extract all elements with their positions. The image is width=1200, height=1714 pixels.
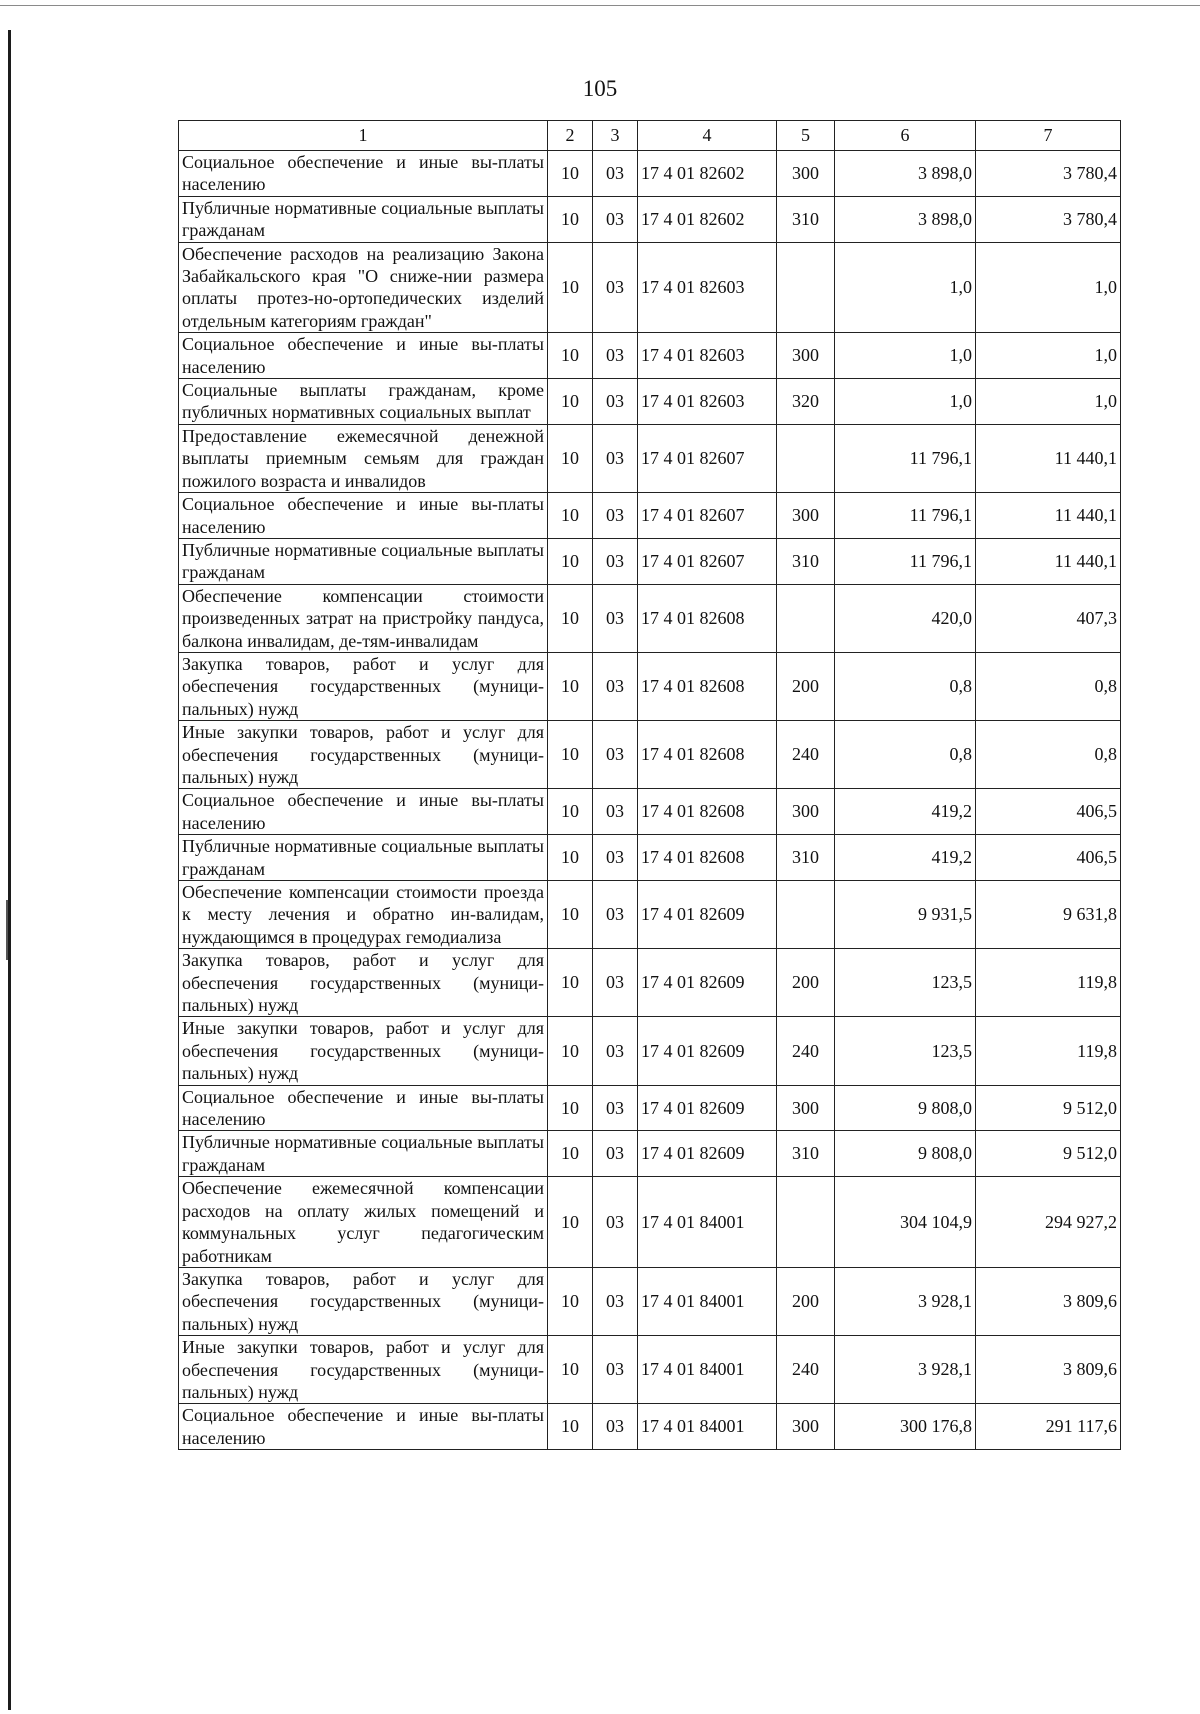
amount-col-6: 1,0 <box>835 333 976 379</box>
subsection-code: 03 <box>593 1404 638 1450</box>
table-row <box>179 1336 1121 1404</box>
section-code: 10 <box>548 196 593 242</box>
section-code: 10 <box>548 584 593 652</box>
target-article-code: 17 4 01 82607 <box>638 424 777 492</box>
row-description: Закупка товаров, работ и услуг для обеспечения государственных (муници-пальных) нужд <box>179 652 548 720</box>
amount-col-7: 3 780,4 <box>976 196 1121 242</box>
table-row <box>179 1267 1121 1335</box>
amount-col-6: 1,0 <box>835 242 976 333</box>
table-header-row <box>179 121 1121 151</box>
table-row <box>179 881 1121 949</box>
row-description: Социальное обеспечение и иные вы-платы населению <box>179 789 548 835</box>
budget-table <box>178 120 1121 1450</box>
amount-col-7: 9 512,0 <box>976 1131 1121 1177</box>
subsection-code: 03 <box>593 1131 638 1177</box>
row-description: Публичные нормативные социальные выплаты гражданам <box>179 196 548 242</box>
target-article-code: 17 4 01 82607 <box>638 493 777 539</box>
section-code: 10 <box>548 242 593 333</box>
amount-col-6: 300 176,8 <box>835 1404 976 1450</box>
expense-type-code <box>777 584 835 652</box>
expense-type-code: 240 <box>777 721 835 789</box>
section-code: 10 <box>548 1404 593 1450</box>
column-header: 7 <box>976 121 1121 151</box>
amount-col-7: 119,8 <box>976 1017 1121 1085</box>
column-header: 4 <box>638 121 777 151</box>
amount-col-7: 1,0 <box>976 379 1121 425</box>
table-row <box>179 333 1121 379</box>
row-description: Иные закупки товаров, работ и услуг для обеспечения государственных (муници-пальных) нужд <box>179 1336 548 1404</box>
amount-col-6: 11 796,1 <box>835 493 976 539</box>
section-code: 10 <box>548 1336 593 1404</box>
target-article-code: 17 4 01 82603 <box>638 242 777 333</box>
section-code: 10 <box>548 721 593 789</box>
row-description: Закупка товаров, работ и услуг для обеспечения государственных (муници-пальных) нужд <box>179 949 548 1017</box>
section-code: 10 <box>548 1267 593 1335</box>
row-description: Социальное обеспечение и иные вы-платы населению <box>179 151 548 197</box>
expense-type-code <box>777 1177 835 1268</box>
section-code: 10 <box>548 1131 593 1177</box>
row-description: Публичные нормативные социальные выплаты гражданам <box>179 835 548 881</box>
section-code: 10 <box>548 652 593 720</box>
expense-type-code <box>777 881 835 949</box>
amount-col-7: 407,3 <box>976 584 1121 652</box>
subsection-code: 03 <box>593 652 638 720</box>
subsection-code: 03 <box>593 881 638 949</box>
subsection-code: 03 <box>593 1017 638 1085</box>
expense-type-code <box>777 424 835 492</box>
amount-col-7: 0,8 <box>976 721 1121 789</box>
section-code: 10 <box>548 379 593 425</box>
subsection-code: 03 <box>593 538 638 584</box>
section-code: 10 <box>548 538 593 584</box>
row-description: Социальное обеспечение и иные вы-платы населению <box>179 1085 548 1131</box>
amount-col-6: 123,5 <box>835 949 976 1017</box>
section-code: 10 <box>548 1017 593 1085</box>
amount-col-7: 406,5 <box>976 835 1121 881</box>
expense-type-code: 300 <box>777 1085 835 1131</box>
amount-col-6: 11 796,1 <box>835 538 976 584</box>
row-description: Социальные выплаты гражданам, кроме публичных нормативных социальных выплат <box>179 379 548 425</box>
expense-type-code: 300 <box>777 333 835 379</box>
table-row <box>179 379 1121 425</box>
row-description: Публичные нормативные социальные выплаты гражданам <box>179 1131 548 1177</box>
target-article-code: 17 4 01 82607 <box>638 538 777 584</box>
subsection-code: 03 <box>593 1267 638 1335</box>
target-article-code: 17 4 01 82608 <box>638 652 777 720</box>
target-article-code: 17 4 01 82609 <box>638 1131 777 1177</box>
amount-col-6: 3 898,0 <box>835 196 976 242</box>
expense-type-code: 310 <box>777 835 835 881</box>
row-description: Иные закупки товаров, работ и услуг для обеспечения государственных (муници-пальных) нужд <box>179 721 548 789</box>
subsection-code: 03 <box>593 379 638 425</box>
amount-col-6: 0,8 <box>835 721 976 789</box>
table-row <box>179 1131 1121 1177</box>
subsection-code: 03 <box>593 835 638 881</box>
row-description: Обеспечение ежемесячной компенсации расходов на оплату жилых помещений и коммунальных услуг педагогическим работникам <box>179 1177 548 1268</box>
amount-col-6: 9 808,0 <box>835 1085 976 1131</box>
amount-col-7: 3 809,6 <box>976 1267 1121 1335</box>
expense-type-code: 300 <box>777 151 835 197</box>
target-article-code: 17 4 01 82608 <box>638 835 777 881</box>
table-row <box>179 721 1121 789</box>
row-description: Обеспечение компенсации стоимости проезда к месту лечения и обратно ин-валидам, нуждающимся в процедурах гемодиализа <box>179 881 548 949</box>
amount-col-6: 3 898,0 <box>835 151 976 197</box>
table-row <box>179 584 1121 652</box>
subsection-code: 03 <box>593 151 638 197</box>
amount-col-7: 0,8 <box>976 652 1121 720</box>
column-header: 5 <box>777 121 835 151</box>
subsection-code: 03 <box>593 789 638 835</box>
amount-col-6: 420,0 <box>835 584 976 652</box>
target-article-code: 17 4 01 82603 <box>638 333 777 379</box>
expense-type-code: 310 <box>777 1131 835 1177</box>
amount-col-7: 11 440,1 <box>976 538 1121 584</box>
expense-type-code: 200 <box>777 1267 835 1335</box>
expense-type-code: 200 <box>777 652 835 720</box>
section-code: 10 <box>548 333 593 379</box>
amount-col-6: 419,2 <box>835 835 976 881</box>
expense-type-code: 310 <box>777 538 835 584</box>
column-header: 6 <box>835 121 976 151</box>
table-row <box>179 1085 1121 1131</box>
target-article-code: 17 4 01 84001 <box>638 1404 777 1450</box>
expense-type-code: 200 <box>777 949 835 1017</box>
expense-type-code: 320 <box>777 379 835 425</box>
table-row <box>179 493 1121 539</box>
target-article-code: 17 4 01 82609 <box>638 1017 777 1085</box>
row-description: Социальное обеспечение и иные вы-платы населению <box>179 493 548 539</box>
amount-col-6: 9 808,0 <box>835 1131 976 1177</box>
section-code: 10 <box>548 1177 593 1268</box>
table-row <box>179 538 1121 584</box>
subsection-code: 03 <box>593 721 638 789</box>
section-code: 10 <box>548 151 593 197</box>
table-row <box>179 151 1121 197</box>
expense-type-code: 310 <box>777 196 835 242</box>
row-description: Обеспечение расходов на реализацию Закона Забайкальского края "О сниже-нии размера оплаты протез-но-ортопедических изделий отдельным категориям граждан" <box>179 242 548 333</box>
amount-col-7: 291 117,6 <box>976 1404 1121 1450</box>
amount-col-6: 123,5 <box>835 1017 976 1085</box>
subsection-code: 03 <box>593 584 638 652</box>
section-code: 10 <box>548 493 593 539</box>
subsection-code: 03 <box>593 196 638 242</box>
amount-col-7: 119,8 <box>976 949 1121 1017</box>
target-article-code: 17 4 01 82609 <box>638 1085 777 1131</box>
subsection-code: 03 <box>593 493 638 539</box>
amount-col-7: 9 631,8 <box>976 881 1121 949</box>
target-article-code: 17 4 01 82608 <box>638 584 777 652</box>
target-article-code: 17 4 01 82608 <box>638 721 777 789</box>
amount-col-7: 1,0 <box>976 242 1121 333</box>
scan-edge-left <box>8 30 11 1710</box>
expense-type-code <box>777 242 835 333</box>
amount-col-7: 11 440,1 <box>976 424 1121 492</box>
table-row <box>179 652 1121 720</box>
target-article-code: 17 4 01 82602 <box>638 196 777 242</box>
section-code: 10 <box>548 949 593 1017</box>
target-article-code: 17 4 01 82602 <box>638 151 777 197</box>
target-article-code: 17 4 01 84001 <box>638 1177 777 1268</box>
subsection-code: 03 <box>593 1336 638 1404</box>
row-description: Публичные нормативные социальные выплаты гражданам <box>179 538 548 584</box>
column-header: 3 <box>593 121 638 151</box>
expense-type-code: 300 <box>777 789 835 835</box>
amount-col-7: 9 512,0 <box>976 1085 1121 1131</box>
amount-col-7: 406,5 <box>976 789 1121 835</box>
table-row <box>179 789 1121 835</box>
amount-col-6: 304 104,9 <box>835 1177 976 1268</box>
target-article-code: 17 4 01 84001 <box>638 1267 777 1335</box>
column-header: 2 <box>548 121 593 151</box>
section-code: 10 <box>548 1085 593 1131</box>
row-description: Предоставление ежемесячной денежной выплаты приемным семьям для граждан пожилого возраста и инвалидов <box>179 424 548 492</box>
row-description: Социальное обеспечение и иные вы-платы населению <box>179 333 548 379</box>
subsection-code: 03 <box>593 949 638 1017</box>
column-header: 1 <box>179 121 548 151</box>
target-article-code: 17 4 01 82609 <box>638 881 777 949</box>
scan-mark <box>6 900 8 960</box>
section-code: 10 <box>548 789 593 835</box>
subsection-code: 03 <box>593 1177 638 1268</box>
table-row <box>179 1017 1121 1085</box>
table-row <box>179 949 1121 1017</box>
target-article-code: 17 4 01 82609 <box>638 949 777 1017</box>
expense-type-code: 300 <box>777 493 835 539</box>
subsection-code: 03 <box>593 1085 638 1131</box>
table-row <box>179 835 1121 881</box>
table-row <box>179 1404 1121 1450</box>
amount-col-6: 0,8 <box>835 652 976 720</box>
table-row <box>179 424 1121 492</box>
amount-col-6: 419,2 <box>835 789 976 835</box>
table-row <box>179 196 1121 242</box>
page-number: 105 <box>582 76 618 101</box>
row-description: Обеспечение компенсации стоимости произведенных затрат на пристройку пандуса, балкона инвалидам, де-тям-инвалидам <box>179 584 548 652</box>
row-description: Закупка товаров, работ и услуг для обеспечения государственных (муници-пальных) нужд <box>179 1267 548 1335</box>
target-article-code: 17 4 01 84001 <box>638 1336 777 1404</box>
amount-col-6: 11 796,1 <box>835 424 976 492</box>
row-description: Социальное обеспечение и иные вы-платы населению <box>179 1404 548 1450</box>
table-row <box>179 1177 1121 1268</box>
amount-col-6: 9 931,5 <box>835 881 976 949</box>
amount-col-7: 3 809,6 <box>976 1336 1121 1404</box>
amount-col-6: 1,0 <box>835 379 976 425</box>
target-article-code: 17 4 01 82608 <box>638 789 777 835</box>
section-code: 10 <box>548 881 593 949</box>
section-code: 10 <box>548 835 593 881</box>
table-body <box>179 151 1121 1450</box>
row-description: Иные закупки товаров, работ и услуг для обеспечения государственных (муници-пальных) нужд <box>179 1017 548 1085</box>
table-row <box>179 242 1121 333</box>
amount-col-6: 3 928,1 <box>835 1336 976 1404</box>
scan-edge-top <box>0 5 1200 6</box>
amount-col-6: 3 928,1 <box>835 1267 976 1335</box>
expense-type-code: 240 <box>777 1017 835 1085</box>
section-code: 10 <box>548 424 593 492</box>
subsection-code: 03 <box>593 242 638 333</box>
expense-type-code: 300 <box>777 1404 835 1450</box>
expense-type-code: 240 <box>777 1336 835 1404</box>
amount-col-7: 11 440,1 <box>976 493 1121 539</box>
subsection-code: 03 <box>593 424 638 492</box>
amount-col-7: 294 927,2 <box>976 1177 1121 1268</box>
target-article-code: 17 4 01 82603 <box>638 379 777 425</box>
subsection-code: 03 <box>593 333 638 379</box>
amount-col-7: 1,0 <box>976 333 1121 379</box>
amount-col-7: 3 780,4 <box>976 151 1121 197</box>
